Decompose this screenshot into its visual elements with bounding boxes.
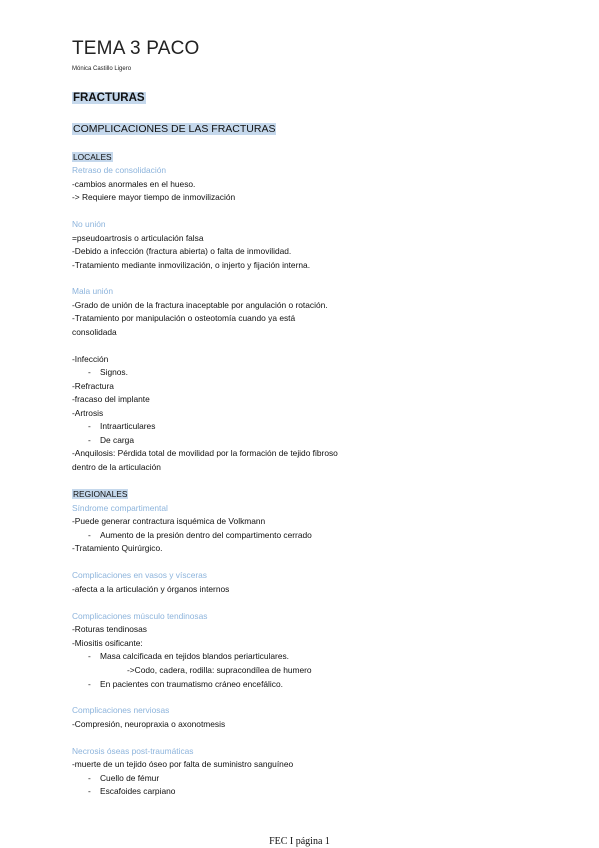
- bullet-dash: -: [88, 773, 91, 783]
- bullet-dash: -: [88, 367, 91, 377]
- bullet-text: Intraarticulares: [100, 421, 156, 431]
- text-line: -Artrosis: [72, 408, 104, 418]
- text-line: -Tratamiento Quirúrgico.: [72, 543, 163, 553]
- subtitle-mala-union: Mala unión: [72, 286, 113, 296]
- bullet-text: Escafoides carpiano: [100, 786, 176, 796]
- subtitle-vasos: Complicaciones en vasos y vísceras: [72, 570, 207, 580]
- heading-fracturas-text: FRACTURAS: [73, 92, 145, 104]
- author-name: Mónica Castillo Ligero: [72, 66, 132, 72]
- bullet-dash: -: [88, 679, 91, 689]
- subtitle-compartimental: Síndrome compartimental: [72, 503, 168, 513]
- subtitle-necrosis: Necrosis óseas post-traumáticas: [72, 746, 194, 756]
- bullet-text: En pacientes con traumatismo cráneo encefálico.: [100, 679, 283, 689]
- bullet-dash: -: [88, 786, 91, 796]
- text-line: -muerte de un tejido óseo por falta de suministro sanguíneo: [72, 759, 294, 769]
- subtitle-retraso: Retraso de consolidación: [72, 165, 167, 175]
- bullet-item: [88, 435, 134, 445]
- text-line: -cambios anormales en el hueso.: [72, 179, 196, 189]
- text-line: consolidada: [72, 327, 117, 337]
- bullet-item: [88, 786, 175, 796]
- heading-complicaciones: [72, 123, 276, 135]
- heading-regionales: [72, 489, 128, 499]
- text-line: -Miositis osificante:: [72, 638, 143, 648]
- text-line: -Refractura: [72, 381, 114, 391]
- bullet-dash: -: [88, 530, 91, 540]
- bullet-item: [88, 651, 289, 661]
- text-line: -Puede generar contractura isquémica de Volkmann: [72, 516, 266, 526]
- text-line: -Grado de unión de la fractura inaceptable por angulación o rotación.: [72, 300, 328, 310]
- bullet-text: Aumento de la presión dentro del compartimento cerrado: [100, 530, 312, 540]
- bullet-dash: -: [88, 651, 91, 661]
- page-footer: FEC I página 1: [269, 836, 330, 847]
- text-line: -> Requiere mayor tiempo de inmovilización: [72, 192, 236, 202]
- bullet-item: [88, 530, 312, 540]
- heading-fracturas: [72, 92, 146, 104]
- text-line: -Anquilosis: Pérdida total de movilidad por la formación de tejido fibroso: [72, 448, 338, 458]
- text-line: -Debido a infección (fractura abierta) o falta de inmovilidad.: [72, 246, 292, 256]
- bullet-text: De carga: [100, 435, 134, 445]
- text-line: -afecta a la articulación y órganos internos: [72, 584, 230, 594]
- text-line: dentro de la articulación: [72, 462, 161, 472]
- heading-locales-text: LOCALES: [73, 152, 112, 162]
- heading-locales: [72, 152, 113, 162]
- bullet-text: Masa calcificada en tejidos blandos periarticulares.: [100, 651, 290, 661]
- subtitle-musculo: Complicaciones músculo tendinosas: [72, 611, 208, 621]
- text-line: -Infección: [72, 354, 109, 364]
- document-title: TEMA 3 PACO: [72, 38, 200, 59]
- bullet-item: [88, 421, 155, 431]
- text-line: -Compresión, neuropraxia o axonotmesis: [72, 719, 226, 729]
- bullet-text: Cuello de fémur: [100, 773, 160, 783]
- bullet-item: [88, 679, 283, 689]
- bullet-dash: -: [88, 435, 91, 445]
- heading-complicaciones-text: COMPLICACIONES DE LAS FRACTURAS: [73, 123, 276, 135]
- text-line: -Roturas tendinosas: [72, 624, 147, 634]
- sub-bullet-text: ->Codo, cadera, rodilla: supracondílea de humero: [127, 665, 312, 675]
- subtitle-no-union: No unión: [72, 219, 106, 229]
- bullet-dash: -: [88, 421, 91, 431]
- subtitle-nerviosas: Complicaciones nerviosas: [72, 705, 170, 715]
- heading-regionales-text: REGIONALES: [73, 489, 128, 499]
- text-line: -Tratamiento por manipulación o osteotomía cuando ya está: [72, 313, 296, 323]
- text-line: -fracaso del implante: [72, 394, 150, 404]
- text-line: =pseudoartrosis o articulación falsa: [72, 233, 204, 243]
- text-line: -Tratamiento mediante inmovilización, o injerto y fijación interna.: [72, 260, 311, 270]
- bullet-item: [88, 367, 128, 377]
- bullet-item: [88, 773, 159, 783]
- bullet-text: Signos.: [100, 367, 128, 377]
